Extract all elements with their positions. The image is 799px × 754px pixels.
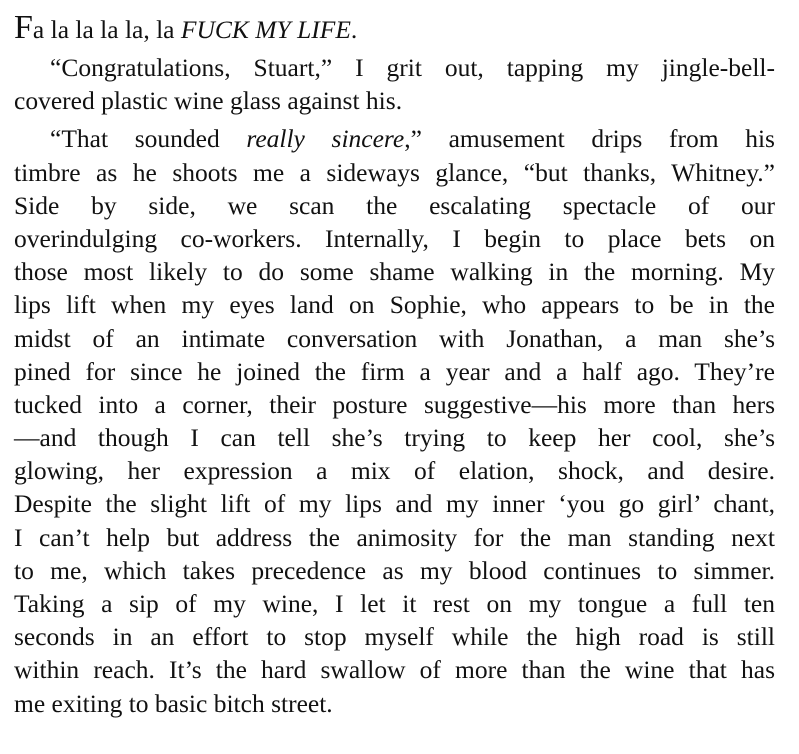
paragraph-line: overindulging co-workers. Internally, I begin to place bets on (14, 223, 775, 253)
paragraph-line: me exiting to basic bitch street. (14, 688, 333, 718)
opening-punctuation: . (350, 15, 358, 44)
paragraph-line: midst of an intimate conversation with Jonathan, a man she’s (14, 323, 775, 353)
paragraph-line: covered plastic wine glass against his. (14, 86, 403, 116)
paragraph-line: to me, which takes precedence as my blood continues to simmer. (14, 555, 775, 585)
paragraph-1 (14, 51, 775, 117)
paragraph-line: Taking a sip of my wine, I let it rest on my tongue a full ten (14, 589, 775, 618)
paragraph-text: ,” amusement drips from his (404, 124, 775, 154)
paragraph-2 (14, 122, 775, 719)
paragraph-line: within reach. It’s the hard swallow of more than the wine that has (14, 655, 775, 685)
paragraph-line: lips lift when my eyes land on Sophie, who appears to be in the (14, 290, 775, 320)
paragraph-line: Despite the slight lift of my lips and my inner ‘you go girl’ chant, (14, 489, 775, 519)
opening-italic-text: FUCK MY LIFE (180, 15, 351, 44)
paragraph-line: glowing, her expression a mix of elation, shock, and desire. (14, 456, 775, 486)
paragraph-line: timbre as he shoots me a sideways glance, “but thanks, Whitney.” (14, 157, 775, 187)
paragraph-line: tucked into a corner, their posture suggestive—his more than hers (14, 389, 775, 419)
opening-text: a la la la la, la (32, 15, 181, 44)
paragraph-line: Side by side, we scan the escalating spectacle of our (14, 190, 775, 220)
drop-cap: F (14, 9, 33, 46)
paragraph-text: “That sounded (50, 124, 247, 154)
paragraph-line: pined for since he joined the firm a year and a half ago. They’re (14, 356, 775, 386)
paragraph-line: seconds in an effort to stop myself while the high road is still (14, 622, 775, 652)
paragraph-line: those most likely to do some shame walking in the morning. My (14, 257, 775, 287)
paragraph-line: “Congratulations, Stuart,” I grit out, tapping my jingle-bell- (50, 53, 775, 82)
paragraph-italic-text: really sincere (246, 124, 405, 154)
opening-line (14, 10, 775, 46)
paragraph-line: I can’t help but address the animosity for the man standing next (14, 522, 775, 552)
paragraph-line (14, 122, 775, 155)
paragraph-line: —and though I can tell she’s trying to keep her cool, she’s (14, 423, 775, 453)
